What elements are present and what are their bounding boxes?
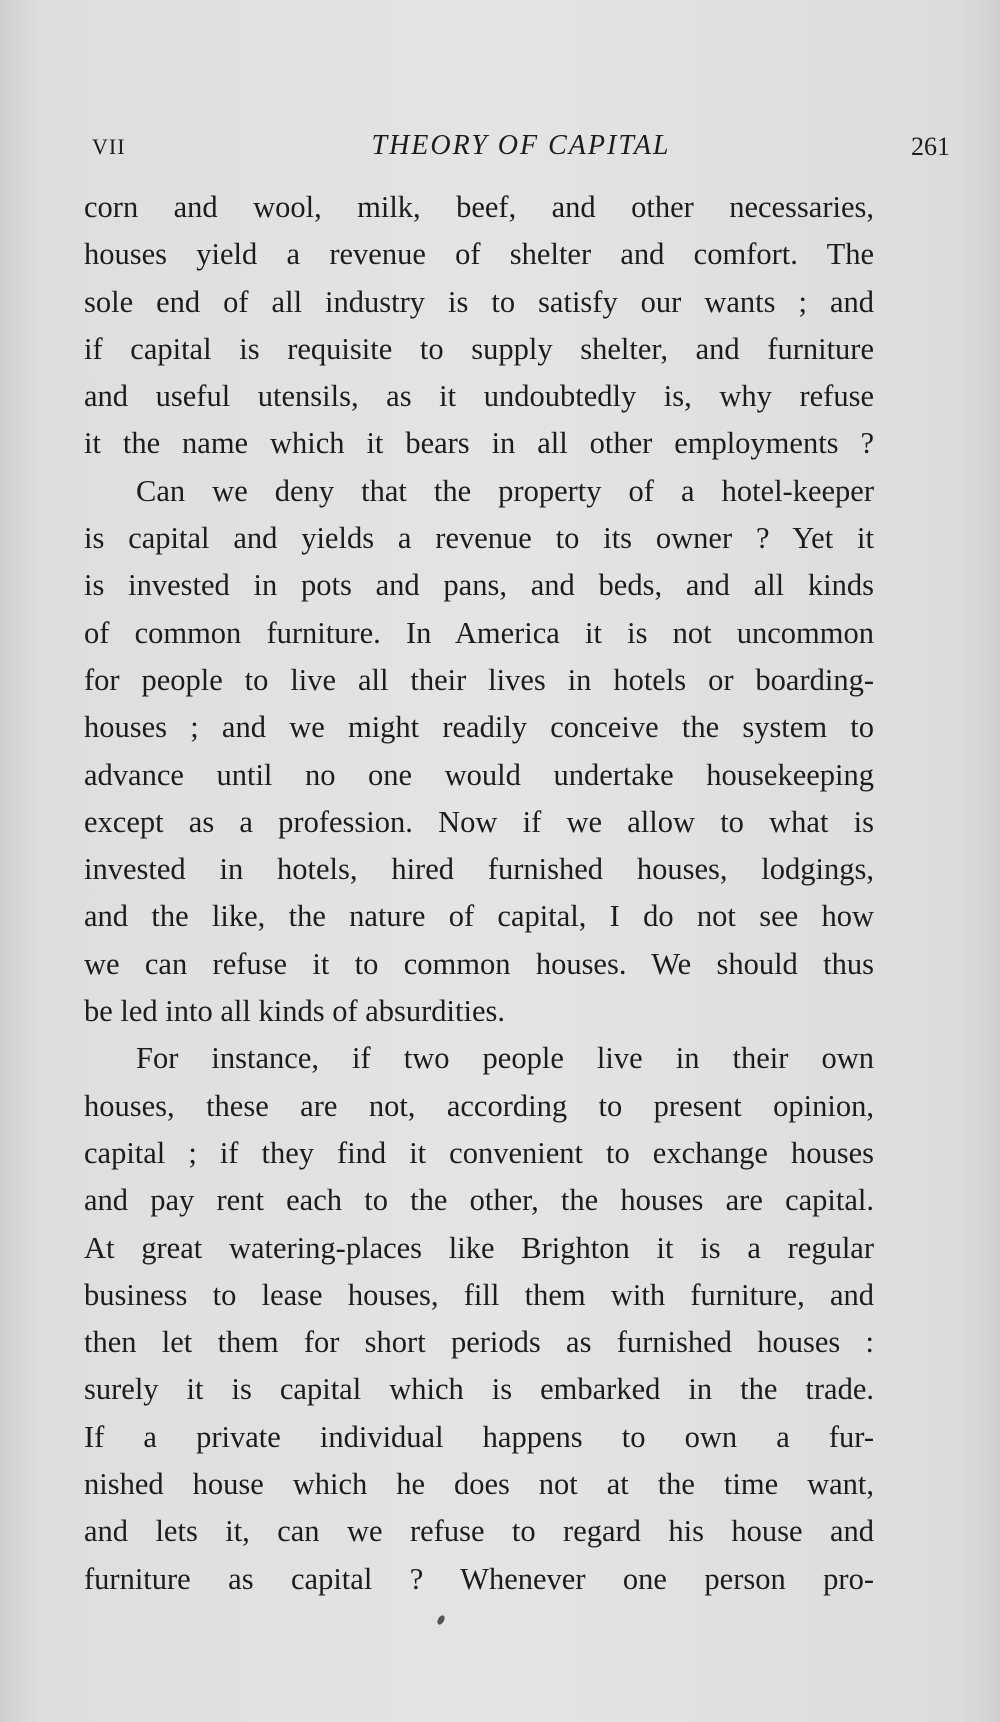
text-line: if capital is requisite to supply shelter, and furniture	[84, 331, 874, 366]
text-line: is capital and yields a revenue to its owner ? Yet it	[84, 521, 874, 556]
text-line: corn and wool, milk, beef, and other necessaries,	[84, 190, 874, 224]
text-line: is invested in pots and pans, and beds, and all kinds	[84, 568, 874, 603]
text-line: surely it is capital which is embarked in the trade.	[84, 1372, 874, 1407]
text-line: advance until no one would undertake housekeeping	[84, 757, 874, 792]
text-line: we can refuse it to common houses. We should thus	[84, 946, 874, 981]
text-line: it the name which it bears in all other employments ?	[84, 426, 874, 461]
text-line: sole end of all industry is to satisfy our wants ; and	[84, 284, 874, 319]
text-line: If a private individual happens to own a fur-	[84, 1419, 874, 1454]
body-text	[84, 184, 874, 1603]
text-line: nished house which he does not at the time want,	[84, 1467, 874, 1502]
text-line: invested in hotels, hired furnished houses, lodgings,	[84, 852, 874, 887]
text-line: furniture as capital ? Whenever one person pro-	[84, 1561, 874, 1596]
text-line: Can we deny that the property of a hotel-keeper	[136, 473, 874, 508]
page-number: 261	[911, 132, 950, 161]
text-line: for people to live all their lives in hotels or boarding-	[84, 662, 874, 697]
text-line: be led into all kinds of absurdities.	[84, 994, 505, 1029]
text-line: capital ; if they find it convenient to exchange houses	[84, 1135, 874, 1170]
text-line: and lets it, can we refuse to regard his house and	[84, 1514, 874, 1549]
running-head	[92, 130, 950, 170]
text-line: business to lease houses, fill them with furniture, and	[84, 1277, 874, 1312]
text-line: of common furniture. In America it is not uncommon	[84, 615, 874, 650]
text-line: houses yield a revenue of shelter and comfort. The	[84, 237, 874, 272]
text-line: except as a profession. Now if we allow to what is	[84, 804, 874, 839]
text-line: houses, these are not, according to present opinion,	[84, 1088, 874, 1123]
text-line: then let them for short periods as furnished houses :	[84, 1325, 874, 1360]
text-line: and pay rent each to the other, the houses are capital.	[84, 1183, 874, 1218]
text-line: and the like, the nature of capital, I do not see how	[84, 899, 874, 934]
text-line: For instance, if two people live in their own	[136, 1041, 874, 1076]
ink-speck	[436, 1614, 446, 1626]
chapter-number: VII	[92, 134, 126, 159]
running-title: THEORY OF CAPITAL	[371, 130, 671, 161]
text-line: houses ; and we might readily conceive the system to	[84, 710, 874, 745]
text-line: and useful utensils, as it undoubtedly is, why refuse	[84, 379, 874, 414]
text-line: At great watering-places like Brighton it is a regular	[84, 1230, 874, 1265]
